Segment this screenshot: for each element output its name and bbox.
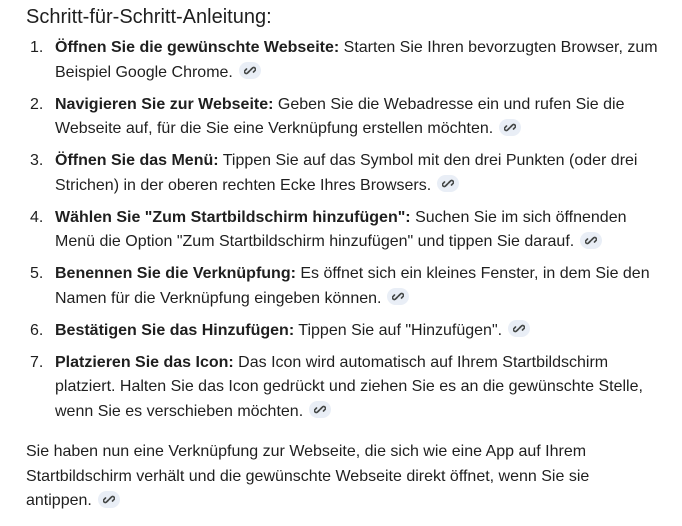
step-number: 6. [30,321,44,339]
step-text: Geben Sie die Webadresse ein und rufen Sie die Webseite auf, für die Sie eine Verknüpfung erstellen möchten. [55,95,625,137]
link-icon [442,178,454,189]
list-item [26,36,666,85]
step-title: Bestätigen Sie das Hinzufügen: [55,321,295,339]
step-number: 2. [30,95,44,113]
step-title: Navigieren Sie zur Webseite: [55,95,274,113]
steps-list [26,36,666,432]
step-number: 5. [30,265,44,282]
link-icon [392,291,404,302]
source-link-button[interactable] [98,491,120,508]
source-link-button[interactable] [437,175,459,192]
list-item [26,93,666,142]
step-number: 7. [30,353,44,371]
link-icon [585,235,597,246]
step-number: 4. [30,208,44,226]
source-link-button[interactable] [580,232,602,249]
step-text: Suchen Sie im sich öffnenden Menü die Option "Zum Startbildschirm hinzufügen" und tippen Sie darauf. [55,208,627,250]
summary-paragraph [26,440,646,514]
source-link-button[interactable] [508,320,530,337]
summary-text: Sie haben nun eine Verknüpfung zur Webseite, die sich wie eine App auf Ihrem Startbildschirm verhält und die gewünschte Webseite direkt öffnet, wenn Sie sie antippen. [26,443,590,509]
source-link-button[interactable] [309,401,331,418]
list-item [26,149,666,198]
link-icon [314,404,326,415]
list-item [26,351,666,425]
step-text: Tippen Sie auf "Hinzufügen". [294,321,503,339]
step-text: Starten Sie Ihren bevorzugten Browser, zum Beispiel Google Chrome. [55,39,658,81]
step-title: Öffnen Sie das Menü: [55,152,219,169]
page-title: Schritt-für-Schritt-Anleitung: [26,6,272,28]
step-text: Es öffnet sich ein kleines Fenster, in dem Sie den Namen für die Verknüpfung eingeben können. [55,265,650,307]
link-icon [244,65,256,76]
source-link-button[interactable] [387,288,409,305]
source-link-button[interactable] [499,119,521,136]
link-icon [103,494,115,505]
list-item [26,319,666,344]
step-number: 3. [30,152,44,169]
step-title: Wählen Sie "Zum Startbildschirm hinzufügen": [55,208,411,226]
list-item [26,262,666,311]
step-text: Tippen Sie auf das Symbol mit den drei Punkten (oder drei Strichen) in der oberen rechten Ecke Ihres Browsers. [55,152,638,194]
step-title: Benennen Sie die Verknüpfung: [55,265,296,282]
link-icon [504,122,516,133]
list-item [26,206,666,255]
step-title: Platzieren Sie das Icon: [55,353,234,371]
source-link-button[interactable] [239,62,261,79]
step-text: Das Icon wird automatisch auf Ihrem Startbildschirm platziert. Halten Sie das Icon gedrückt und ziehen Sie es an die gewünschte Stelle, wenn Sie es verschieben möchten. [55,353,643,420]
link-icon [513,323,525,334]
step-number: 1. [30,39,44,56]
step-title: Öffnen Sie die gewünschte Webseite: [55,39,340,56]
